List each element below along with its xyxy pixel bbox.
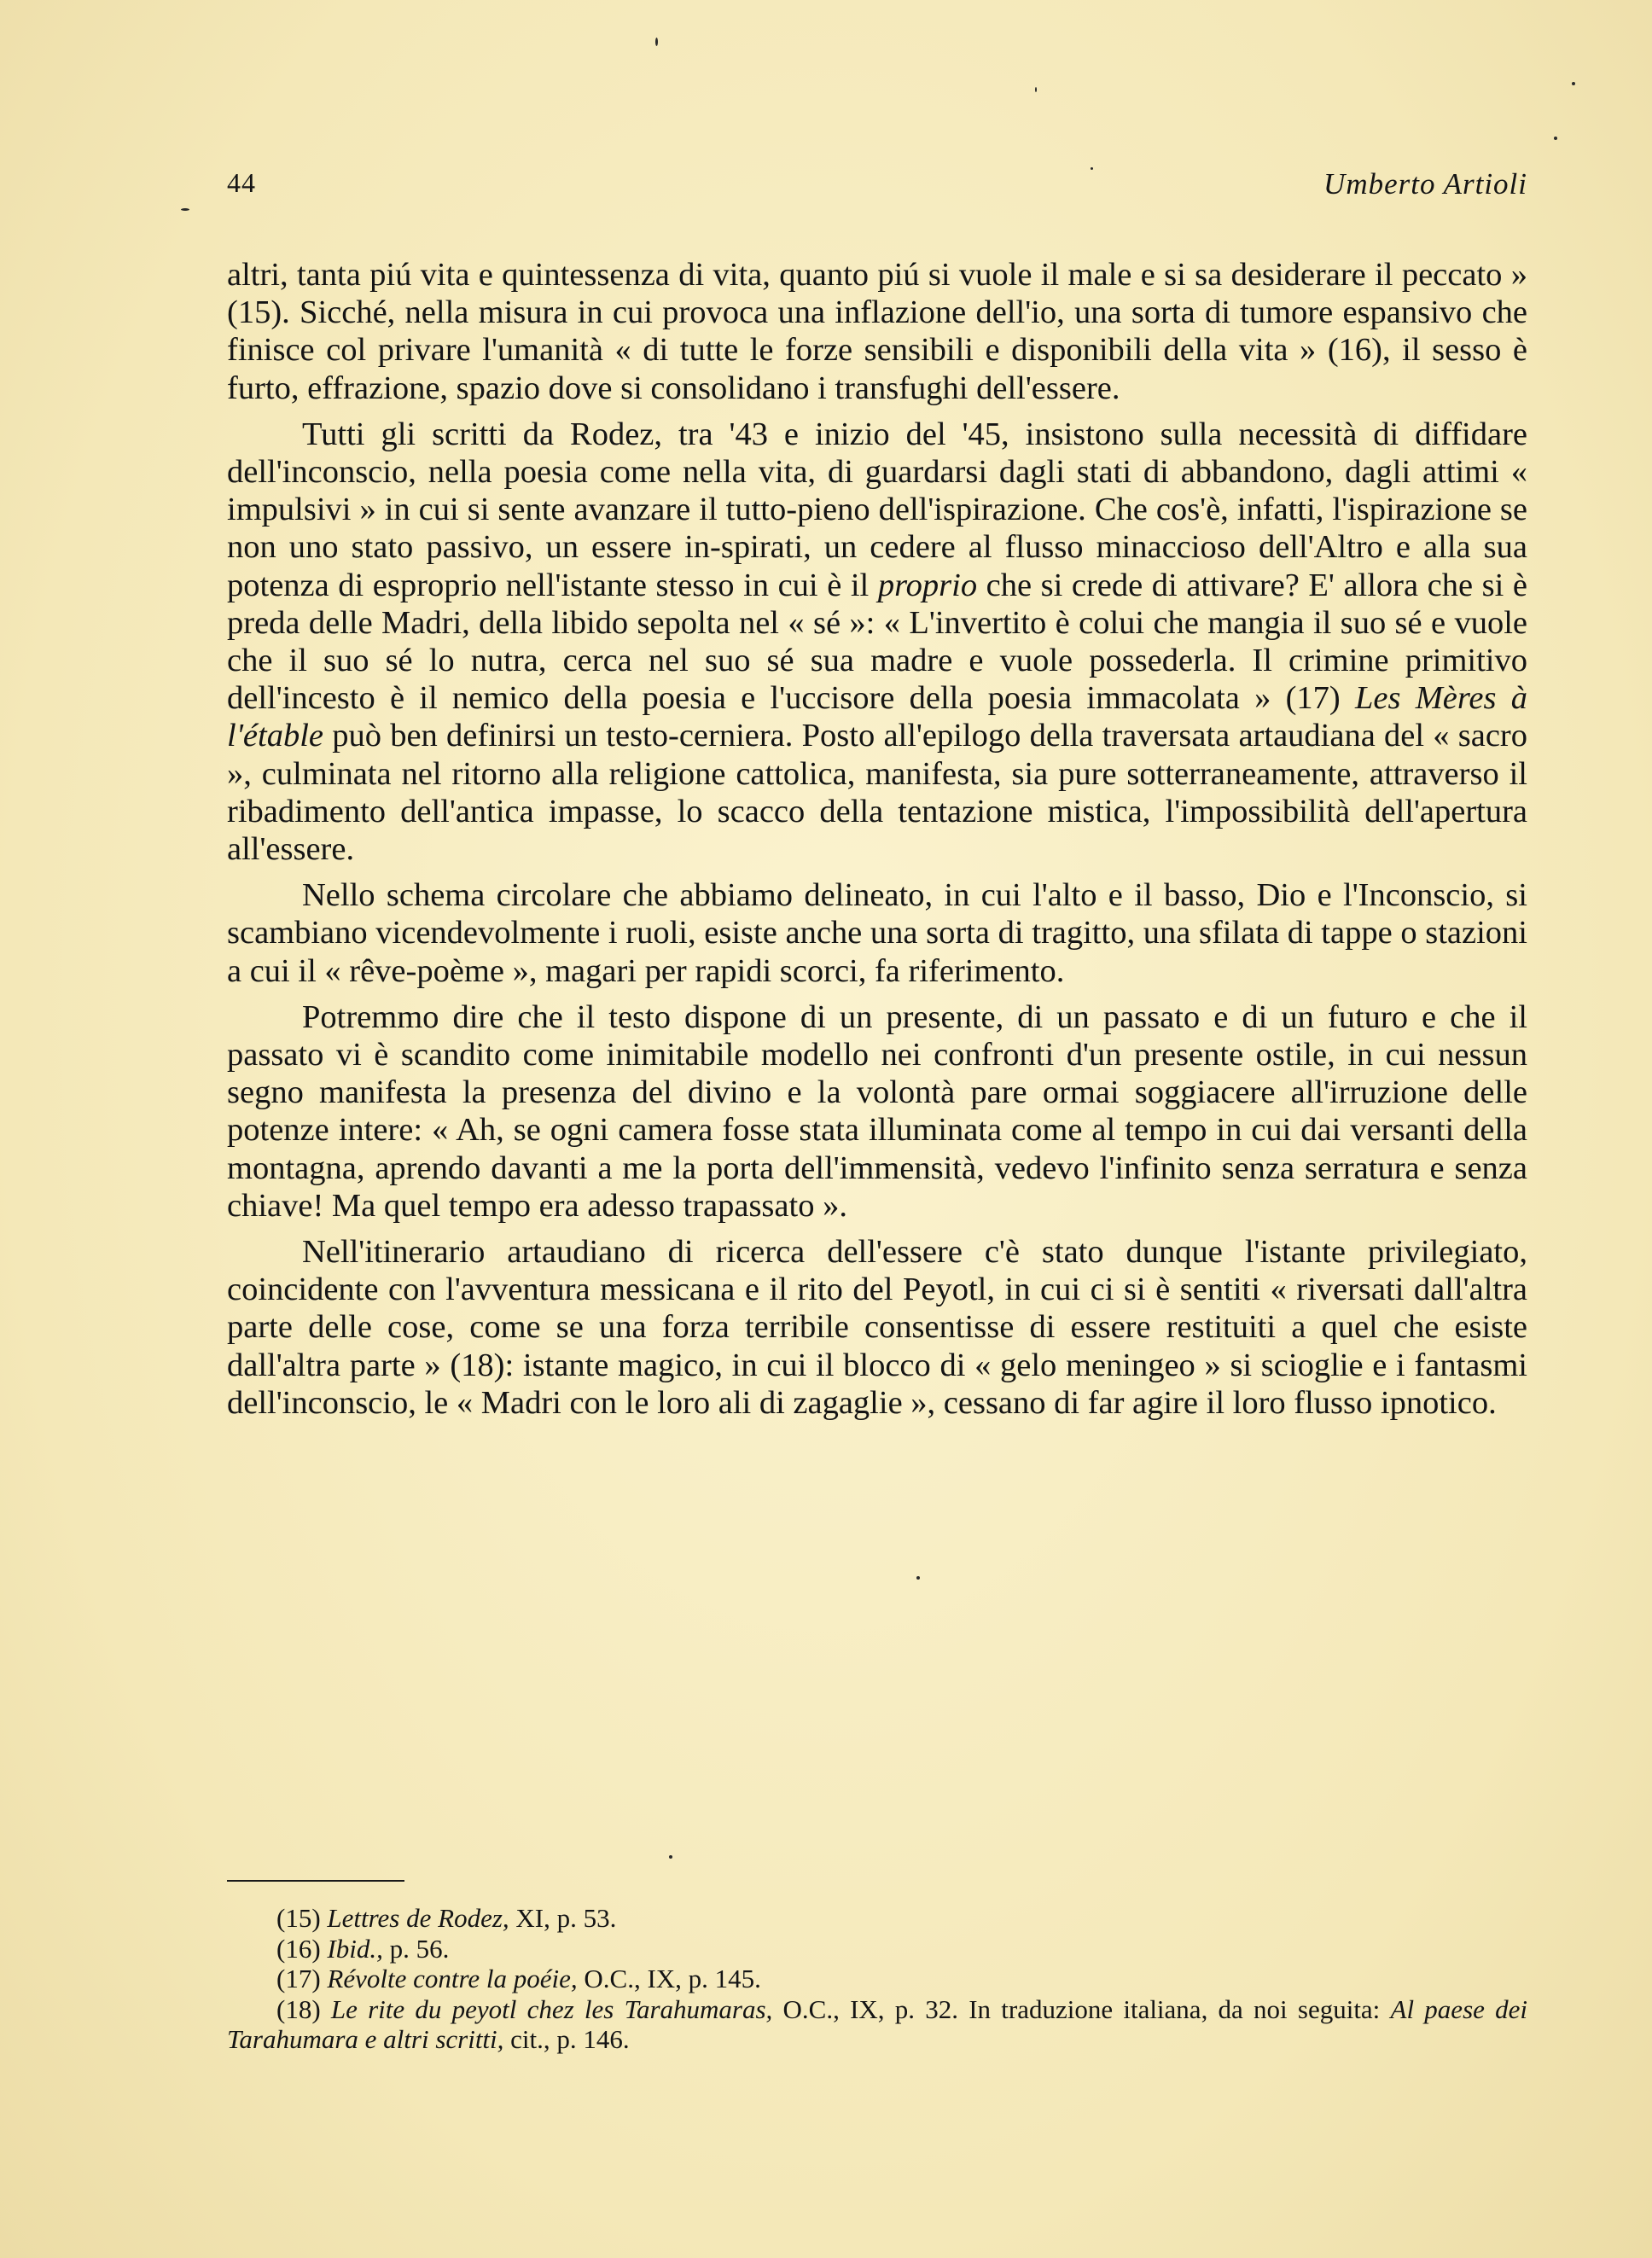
page-number: 44 <box>227 167 256 198</box>
footnote-ref: O.C., IX, p. 32. In traduzione italiana, da noi seguita: <box>772 1993 1391 2024</box>
footnote-number: (18) <box>276 1993 321 2024</box>
footnote-title: Le rite du peyotl chez les Tarahumaras, <box>330 1993 773 2024</box>
footnote-ref: O.C., IX, p. 145. <box>577 1964 761 1993</box>
paper-speck <box>1554 137 1557 140</box>
footnote-number: (17) <box>276 1964 321 1993</box>
paper-speck <box>1572 82 1575 85</box>
paper-speck <box>1091 167 1093 170</box>
footnote-number: (16) <box>276 1933 321 1964</box>
footnote-15 <box>227 1903 1527 1934</box>
footnote-17 <box>227 1964 1527 1994</box>
paper-speck <box>181 208 189 211</box>
paragraph-4: Potremmo dire che il testo dispone di un presente, di un passato e di un futuro e che il passato vi è scandito come inimitabile modello nei confronti d'un presente ostile, in cui nessun segno manifesta la presenza del divino e la volontà pare ormai soggiacere all'irruzione delle potenze intere: « Ah, se ogni camera fosse stata illuminata come al tempo in cui dai versanti della montagna, aprendo davanti a me la porta dell'immensità, vedevo l'infinito senza serratura e senza chiave! Ma quel tempo era adesso trapassato ». <box>227 998 1527 1224</box>
paper-speck <box>669 1855 672 1859</box>
paragraph-3: Nello schema circolare che abbiamo delineato, in cui l'alto e il basso, Dio e l'Inconscio, si scambiano vicendevolmente i ruoli, esiste anche una sorta di tragitto, una sfilata di tappe o stazioni a cui il « rêve-poème », magari per rapidi scorci, fa riferimento. <box>227 877 1527 989</box>
paragraph-2-text: Tutti gli scritti da Rodez, tra '43 e inizio del '45, insistono sulla necessità di diffidare dell'inconscio, nella poesia come nella vita, di guardarsi dagli stati di abbandono, dagli attimi « impulsivi » in cui si sente avanzare il tutto-pieno dell'ispirazione. Che cos'è, infatti, l'ispirazione se non uno stato passivo, un essere in-spirati, un cedere al flusso minaccioso dell'Altro e alla sua potenza di esproprio nell'istante stesso in cui è il <box>227 416 1527 603</box>
paragraph-2 <box>227 416 1527 868</box>
footnote-ref-2: cit., p. 146. <box>503 2024 630 2054</box>
page-header <box>227 167 1527 208</box>
paragraph-2-italic-title: Les Mères à l'étable <box>227 680 1527 754</box>
running-head-author: Umberto Artioli <box>1323 167 1527 201</box>
footnote-ref: XI, p. 53. <box>509 1903 617 1933</box>
paragraph-2-text-end: può ben definirsi un testo-cerniera. Posto all'epilogo della traversata artaudiana del « sacro », culminata nel ritorno alla religione cattolica, manifesta, sia pure sotterraneamente, attraverso il ribadimento dell'antica impasse, lo scacco della tentazione mistica, l'impossibilità dell'apertura all'essere. <box>227 718 1527 868</box>
footnote-title: Révolte contre la poéie, <box>327 1964 578 1993</box>
footnote-18 <box>227 1994 1527 2055</box>
paper-speck <box>655 38 658 46</box>
paragraph-2-text-cont: che si crede di attivare? E' allora che si è preda delle Madri, della libido sepolta nel « sé »: « L'invertito è colui che mangia il suo sé e vuole che il suo sé lo nutra, cerca nel suo sé sua madre e vuole possederla. Il crimine primitivo dell'incesto è il nemico della poesia e l'uccisore della poesia immacolata » (17) <box>227 567 1527 717</box>
footnote-title: Lettres de Rodez, <box>327 1903 509 1933</box>
paragraph-2-italic-proprio: proprio <box>877 567 978 603</box>
footnote-separator <box>227 1880 404 1882</box>
paragraph-5: Nell'itinerario artaudiano di ricerca dell'essere c'è stato dunque l'istante privilegiato, coincidente con l'avventura messicana e il rito del Peyotl, in cui ci si è sentiti « riversati dall'altra parte delle cose, come se una forza terribile consentisse di essere restituiti a quel che esiste dall'altra parte » (18): istante magico, in cui il blocco di « gelo meningeo » si scioglie e i fantasmi dell'inconscio, le « Madri con le loro ali di zagaglie », cessano di far agire il loro flusso ipnotico. <box>227 1234 1527 1421</box>
footnotes <box>227 1903 1527 2055</box>
footnote-ref: p. 56. <box>382 1933 450 1964</box>
paper-speck <box>916 1576 920 1580</box>
paper-speck <box>1035 87 1037 92</box>
footnote-16 <box>227 1934 1527 1964</box>
paragraph-1: altri, tanta piú vita e quintessenza di vita, quanto piú si vuole il male e si sa desiderare il peccato » (15). Sicché, nella misura in cui provoca una inflazione dell'io, una sorta di tumore espansivo che finisce col privare l'umanità « di tutte le forze sensibili e disponibili della vita » (16), il sesso è furto, effrazione, spazio dove si consolidano i transfughi dell'essere. <box>227 257 1527 406</box>
footnote-number: (15) <box>276 1903 321 1933</box>
body-text <box>227 256 1527 1430</box>
footnote-title-2: Al paese dei Tarahumara e altri scritti, <box>227 1993 1527 2054</box>
footnote-title: Ibid., <box>327 1933 383 1964</box>
